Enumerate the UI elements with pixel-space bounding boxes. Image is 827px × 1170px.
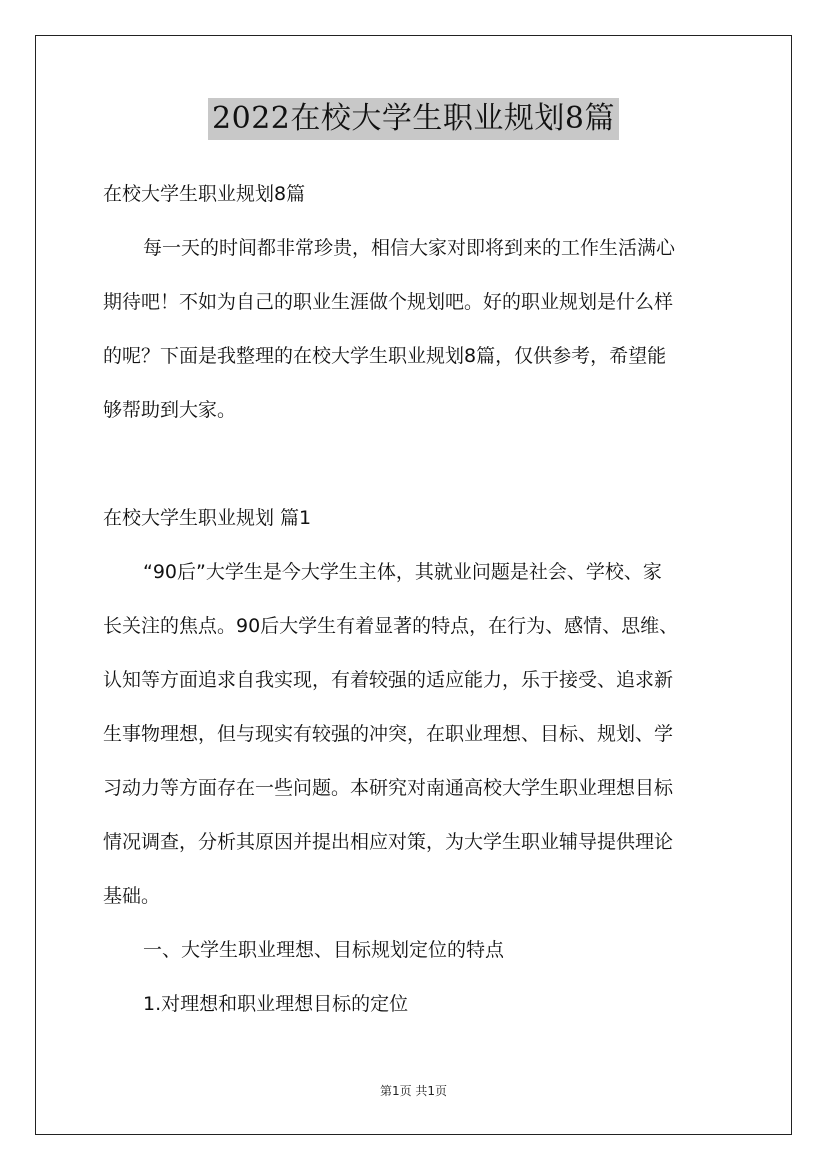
body-line: 长关注的焦点。90后大学生有着显著的特点，在行为、感情、思维、: [103, 615, 679, 637]
body-line: 情况调查，分析其原因并提出相应对策，为大学生职业辅导提供理论: [103, 831, 674, 853]
title-container: [0, 98, 827, 140]
document-title: 2022在校大学生职业规划8篇: [208, 98, 619, 140]
body-line: 认知等方面追求自我实现，有着较强的适应能力，乐于接受、追求新: [103, 669, 674, 691]
body-line: 习动力等方面存在一些问题。本研究对南通高校大学生职业理想目标: [103, 777, 674, 799]
intro-line: 每一天的时间都非常珍贵，相信大家对即将到来的工作生活满心: [143, 237, 676, 259]
outline-item: 一、大学生职业理想、目标规划定位的特点: [143, 939, 505, 961]
sub-item: 1.对理想和职业理想目标的定位: [143, 993, 409, 1015]
intro-line: 够帮助到大家。: [103, 399, 237, 421]
page-footer: 第1页 共1页: [379, 1084, 448, 1098]
body-line: 基础。: [103, 885, 161, 907]
body-line: “90后”大学生是今大学生主体，其就业问题是社会、学校、家: [143, 561, 662, 583]
subtitle: 在校大学生职业规划8篇: [103, 183, 306, 205]
section-heading: 在校大学生职业规划 篇1: [103, 507, 312, 529]
intro-line: 期待吧！不如为自己的职业生涯做个规划吧。好的职业规划是什么样: [103, 291, 674, 313]
intro-line: 的呢？下面是我整理的在校大学生职业规划8篇，仅供参考，希望能: [103, 345, 667, 367]
body-line: 生事物理想，但与现实有较强的冲突，在职业理想、目标、规划、学: [103, 723, 674, 745]
